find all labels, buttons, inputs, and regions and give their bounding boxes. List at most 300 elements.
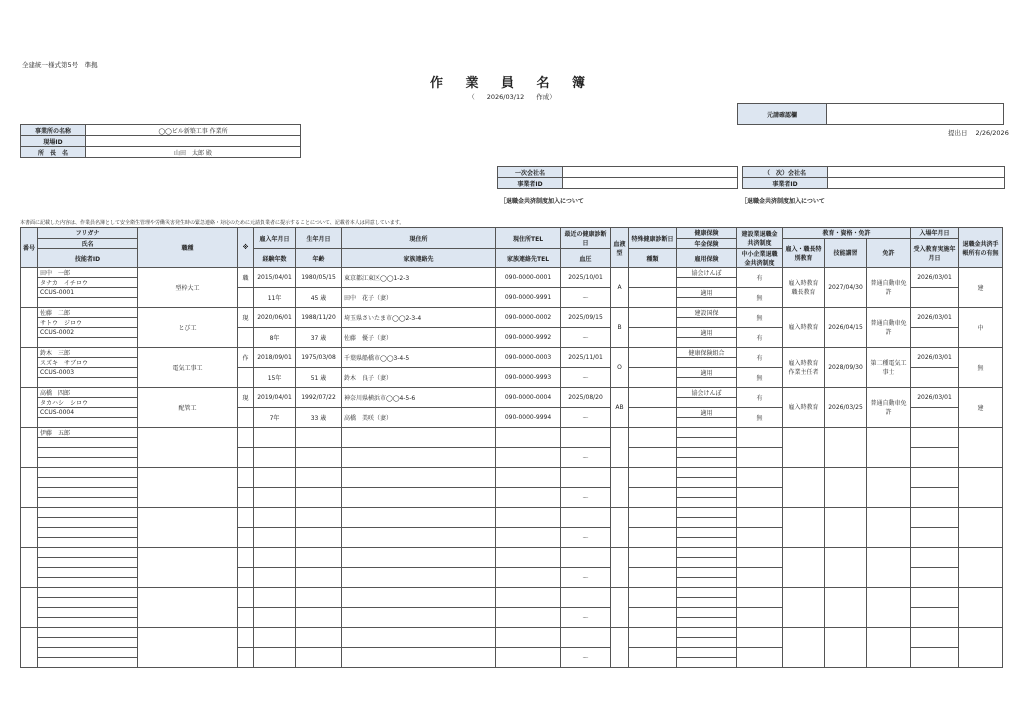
edu-hire-cell[interactable] xyxy=(783,468,825,508)
family-tel-cell[interactable] xyxy=(496,528,561,548)
extra-ins-cell[interactable] xyxy=(677,538,737,548)
name-kana-cell[interactable] xyxy=(38,558,138,568)
skill-cell[interactable] xyxy=(825,508,867,548)
tech-id-cell[interactable]: CCUS-0001 xyxy=(38,288,138,298)
address-cell[interactable] xyxy=(342,548,496,568)
name-kana-cell[interactable] xyxy=(38,518,138,528)
mark-cell[interactable] xyxy=(238,548,254,568)
job-cell[interactable] xyxy=(138,548,238,588)
employ-ins-cell[interactable]: 適用 xyxy=(677,288,737,298)
special-check-cell[interactable] xyxy=(629,308,677,328)
address-tel-cell[interactable] xyxy=(496,588,561,608)
birth-cell[interactable]: 1988/11/20 xyxy=(296,308,342,328)
edu-hire-cell[interactable] xyxy=(783,388,825,428)
blood-type-cell[interactable] xyxy=(611,548,629,588)
birth-cell[interactable]: 1975/03/08 xyxy=(296,348,342,368)
exp-years-cell[interactable] xyxy=(254,568,296,588)
license-cell[interactable]: 普通自動車免許 xyxy=(867,388,911,428)
family-tel-cell[interactable]: 090-0000-9992 xyxy=(496,328,561,348)
pension-cell[interactable] xyxy=(677,598,737,608)
extra-ins-cell[interactable] xyxy=(677,338,737,348)
entry-edu-cell[interactable] xyxy=(911,568,959,588)
pension-cell[interactable] xyxy=(677,558,737,568)
skill-cell[interactable]: 2027/04/30 xyxy=(825,268,867,308)
address-tel-cell[interactable] xyxy=(496,428,561,448)
pension-cell[interactable] xyxy=(677,638,737,648)
mark-cell[interactable]: 作 xyxy=(238,348,254,368)
extra-ins-cell[interactable] xyxy=(677,458,737,468)
blood-type-cell[interactable] xyxy=(611,428,629,468)
const-fund-cell[interactable]: 有 xyxy=(737,388,783,408)
const-fund-cell[interactable] xyxy=(737,588,783,608)
extra-name-cell[interactable] xyxy=(38,338,138,348)
pension-cell[interactable] xyxy=(677,318,737,328)
job-cell[interactable] xyxy=(138,628,238,668)
address-cell[interactable]: 埼玉県さいたま市◯◯2-3-4 xyxy=(342,308,496,328)
mark-cell[interactable] xyxy=(238,508,254,528)
hire-date-cell[interactable]: 2018/09/01 xyxy=(254,348,296,368)
extra-name-cell[interactable] xyxy=(38,458,138,468)
edu-hire-cell[interactable] xyxy=(783,628,825,668)
pension-cell[interactable] xyxy=(677,398,737,408)
mark-cell[interactable] xyxy=(238,588,254,608)
license-cell[interactable] xyxy=(867,628,911,668)
entry-date-cell[interactable] xyxy=(911,588,959,608)
age-cell[interactable]: 37 歳 xyxy=(296,328,342,348)
health-check-cell[interactable]: 2025/11/01 xyxy=(561,348,611,368)
tech-id-cell[interactable] xyxy=(38,648,138,658)
name-kana-cell[interactable] xyxy=(38,478,138,488)
age-cell[interactable]: 45 歳 xyxy=(296,288,342,308)
mark-cell-2[interactable] xyxy=(238,288,254,308)
address-tel-cell[interactable]: 090-0000-0004 xyxy=(496,388,561,408)
entry-edu-cell[interactable] xyxy=(911,448,959,468)
extra-name-cell[interactable] xyxy=(38,658,138,668)
edu-hire-cell[interactable] xyxy=(783,588,825,628)
sme-fund-cell[interactable]: 無 xyxy=(737,288,783,308)
health-check-cell[interactable] xyxy=(561,588,611,608)
family-cell[interactable] xyxy=(342,568,496,588)
const-fund-cell[interactable]: 無 xyxy=(737,308,783,328)
family-cell[interactable] xyxy=(342,528,496,548)
handbook-cell[interactable]: 中 xyxy=(959,308,1003,348)
health-check-cell[interactable] xyxy=(561,428,611,448)
entry-edu-cell[interactable] xyxy=(911,608,959,628)
health-ins-cell[interactable]: 健康保険組合 xyxy=(677,348,737,358)
license-cell[interactable]: 第二種電気工事士 xyxy=(867,348,911,388)
special-check-cell[interactable] xyxy=(629,428,677,448)
license-cell[interactable] xyxy=(867,588,911,628)
extra-name-cell[interactable] xyxy=(38,378,138,388)
blood-pressure-cell[interactable]: ～ xyxy=(561,608,611,628)
blood-type-cell[interactable] xyxy=(611,588,629,628)
blood-pressure-cell[interactable]: ～ xyxy=(561,488,611,508)
special-check-cell[interactable] xyxy=(629,588,677,608)
mark-cell-2[interactable] xyxy=(238,328,254,348)
exp-years-cell[interactable]: 11年 xyxy=(254,288,296,308)
special-kind-cell[interactable] xyxy=(629,528,677,548)
address-cell[interactable]: 千葉県船橋市◯◯3-4-5 xyxy=(342,348,496,368)
address-cell[interactable] xyxy=(342,468,496,488)
exp-years-cell[interactable] xyxy=(254,488,296,508)
employ-ins-cell[interactable] xyxy=(677,648,737,658)
hire-date-cell[interactable] xyxy=(254,508,296,528)
mark-cell[interactable]: 現 xyxy=(238,388,254,408)
entry-date-cell[interactable]: 2026/03/01 xyxy=(911,268,959,288)
hire-date-cell[interactable] xyxy=(254,428,296,448)
entry-date-cell[interactable] xyxy=(911,468,959,488)
health-ins-cell[interactable] xyxy=(677,508,737,518)
age-cell[interactable] xyxy=(296,488,342,508)
const-fund-cell[interactable] xyxy=(737,548,783,568)
handbook-cell[interactable]: 無 xyxy=(959,348,1003,388)
special-kind-cell[interactable] xyxy=(629,368,677,388)
furigana-cell[interactable]: 伊藤 五郎 xyxy=(38,428,138,438)
license-cell[interactable]: 普通自動車免許 xyxy=(867,268,911,308)
birth-cell[interactable] xyxy=(296,508,342,528)
const-fund-cell[interactable]: 有 xyxy=(737,268,783,288)
extra-name-cell[interactable] xyxy=(38,298,138,308)
skill-cell[interactable] xyxy=(825,428,867,468)
furigana-cell[interactable] xyxy=(38,508,138,518)
blood-pressure-cell[interactable]: ～ xyxy=(561,568,611,588)
birth-cell[interactable] xyxy=(296,548,342,568)
furigana-cell[interactable]: 田中 一郎 xyxy=(38,268,138,278)
edu-hire-cell[interactable] xyxy=(783,508,825,548)
address-tel-cell[interactable] xyxy=(496,468,561,488)
furigana-cell[interactable]: 鈴木 三郎 xyxy=(38,348,138,358)
address-cell[interactable]: 神奈川県横浜市◯◯4-5-6 xyxy=(342,388,496,408)
tech-id-cell[interactable]: CCUS-0003 xyxy=(38,368,138,378)
employ-ins-cell[interactable]: 適用 xyxy=(677,328,737,338)
license-cell[interactable] xyxy=(867,508,911,548)
tech-id-cell[interactable] xyxy=(38,568,138,578)
extra-ins-cell[interactable] xyxy=(677,578,737,588)
edu-hire-cell[interactable] xyxy=(783,268,825,308)
address-tel-cell[interactable]: 090-0000-0001 xyxy=(496,268,561,288)
tech-id-cell[interactable]: CCUS-0004 xyxy=(38,408,138,418)
age-cell[interactable] xyxy=(296,448,342,468)
pension-cell[interactable] xyxy=(677,438,737,448)
address-tel-cell[interactable] xyxy=(496,548,561,568)
furigana-cell[interactable]: 高橋 四郎 xyxy=(38,388,138,398)
name-kana-cell[interactable]: タナカ イチロウ xyxy=(38,278,138,288)
special-kind-cell[interactable] xyxy=(629,408,677,428)
employ-ins-cell[interactable] xyxy=(677,568,737,578)
const-fund-cell[interactable] xyxy=(737,508,783,528)
handbook-cell[interactable] xyxy=(959,508,1003,548)
const-fund-cell[interactable]: 有 xyxy=(737,348,783,368)
special-check-cell[interactable] xyxy=(629,348,677,368)
license-cell[interactable] xyxy=(867,548,911,588)
address-cell[interactable]: 東京都江東区◯◯1-2-3 xyxy=(342,268,496,288)
name-kana-cell[interactable]: タカハシ シロウ xyxy=(38,398,138,408)
skill-cell[interactable] xyxy=(825,588,867,628)
special-kind-cell[interactable] xyxy=(629,488,677,508)
blood-type-cell[interactable] xyxy=(611,628,629,668)
special-kind-cell[interactable] xyxy=(629,288,677,308)
job-cell[interactable]: 型枠大工 xyxy=(138,268,238,308)
special-check-cell[interactable] xyxy=(629,388,677,408)
pension-cell[interactable] xyxy=(677,518,737,528)
hire-date-cell[interactable]: 2019/04/01 xyxy=(254,388,296,408)
mark-cell-2[interactable] xyxy=(238,448,254,468)
mark-cell[interactable]: 職 xyxy=(238,268,254,288)
edu-hire-cell[interactable] xyxy=(783,548,825,588)
exp-years-cell[interactable]: 7年 xyxy=(254,408,296,428)
age-cell[interactable] xyxy=(296,608,342,628)
address-tel-cell[interactable] xyxy=(496,508,561,528)
sme-fund-cell[interactable] xyxy=(737,488,783,508)
extra-ins-cell[interactable] xyxy=(677,378,737,388)
sme-fund-cell[interactable] xyxy=(737,528,783,548)
skill-cell[interactable]: 2026/03/25 xyxy=(825,388,867,428)
special-kind-cell[interactable] xyxy=(629,608,677,628)
special-kind-cell[interactable] xyxy=(629,448,677,468)
special-check-cell[interactable] xyxy=(629,468,677,488)
exp-years-cell[interactable] xyxy=(254,648,296,668)
mark-cell[interactable] xyxy=(238,468,254,488)
blood-type-cell[interactable]: AB xyxy=(611,388,629,428)
age-cell[interactable] xyxy=(296,568,342,588)
entry-date-cell[interactable] xyxy=(911,428,959,448)
name-kana-cell[interactable]: スズキ サブロウ xyxy=(38,358,138,368)
edu-hire-cell[interactable] xyxy=(783,308,825,348)
sme-fund-cell[interactable]: 無 xyxy=(737,408,783,428)
address-tel-cell[interactable]: 090-0000-0003 xyxy=(496,348,561,368)
license-cell[interactable]: 普通自動車免許 xyxy=(867,308,911,348)
entry-date-cell[interactable]: 2026/03/01 xyxy=(911,348,959,368)
furigana-cell[interactable] xyxy=(38,468,138,478)
mark-cell-2[interactable] xyxy=(238,528,254,548)
extra-ins-cell[interactable] xyxy=(677,498,737,508)
family-cell[interactable]: 鈴木 良子（妻） xyxy=(342,368,496,388)
blood-type-cell[interactable]: B xyxy=(611,308,629,348)
health-ins-cell[interactable] xyxy=(677,428,737,438)
office-name-value[interactable]: ◯◯ビル新築工事 作業所 xyxy=(86,125,301,136)
special-check-cell[interactable] xyxy=(629,268,677,288)
job-cell[interactable] xyxy=(138,588,238,628)
blood-pressure-cell[interactable]: ～ xyxy=(561,528,611,548)
entry-date-cell[interactable]: 2026/03/01 xyxy=(911,388,959,408)
family-tel-cell[interactable] xyxy=(496,568,561,588)
sub-company-value[interactable] xyxy=(828,167,1005,178)
blood-pressure-cell[interactable]: ～ xyxy=(561,288,611,308)
blood-type-cell[interactable] xyxy=(611,468,629,508)
blood-pressure-cell[interactable]: ～ xyxy=(561,448,611,468)
exp-years-cell[interactable]: 8年 xyxy=(254,328,296,348)
license-cell[interactable] xyxy=(867,428,911,468)
health-ins-cell[interactable]: 建設国保 xyxy=(677,308,737,318)
employ-ins-cell[interactable] xyxy=(677,528,737,538)
family-tel-cell[interactable] xyxy=(496,608,561,628)
family-cell[interactable] xyxy=(342,608,496,628)
health-ins-cell[interactable]: 協会けんぽ xyxy=(677,388,737,398)
blood-type-cell[interactable] xyxy=(611,508,629,548)
entry-edu-cell[interactable] xyxy=(911,648,959,668)
const-fund-cell[interactable] xyxy=(737,428,783,448)
family-tel-cell[interactable]: 090-0000-9993 xyxy=(496,368,561,388)
entry-date-cell[interactable] xyxy=(911,628,959,648)
pension-cell[interactable] xyxy=(677,278,737,288)
blood-pressure-cell[interactable]: ～ xyxy=(561,328,611,348)
edu-hire-cell[interactable] xyxy=(783,428,825,468)
family-cell[interactable] xyxy=(342,448,496,468)
site-id-value[interactable] xyxy=(86,136,301,147)
health-ins-cell[interactable] xyxy=(677,588,737,598)
health-check-cell[interactable]: 2025/08/20 xyxy=(561,388,611,408)
name-kana-cell[interactable] xyxy=(38,638,138,648)
extra-name-cell[interactable] xyxy=(38,538,138,548)
employ-ins-cell[interactable] xyxy=(677,608,737,618)
health-ins-cell[interactable] xyxy=(677,468,737,478)
blood-type-cell[interactable]: O xyxy=(611,348,629,388)
health-check-cell[interactable] xyxy=(561,628,611,648)
mark-cell[interactable]: 現 xyxy=(238,308,254,328)
special-kind-cell[interactable] xyxy=(629,568,677,588)
license-cell[interactable] xyxy=(867,468,911,508)
address-cell[interactable] xyxy=(342,428,496,448)
tech-id-cell[interactable] xyxy=(38,528,138,538)
exp-years-cell[interactable] xyxy=(254,448,296,468)
sub-id-value[interactable] xyxy=(828,178,1005,189)
health-check-cell[interactable]: 2025/10/01 xyxy=(561,268,611,288)
mark-cell[interactable] xyxy=(238,628,254,648)
extra-name-cell[interactable] xyxy=(38,618,138,628)
entry-date-cell[interactable]: 2026/03/01 xyxy=(911,308,959,328)
first-id-value[interactable] xyxy=(563,178,738,189)
entry-edu-cell[interactable] xyxy=(911,368,959,388)
employ-ins-cell[interactable]: 適用 xyxy=(677,368,737,378)
skill-cell[interactable] xyxy=(825,548,867,588)
handbook-cell[interactable] xyxy=(959,628,1003,668)
age-cell[interactable] xyxy=(296,648,342,668)
birth-cell[interactable] xyxy=(296,588,342,608)
family-tel-cell[interactable]: 090-0000-9994 xyxy=(496,408,561,428)
family-cell[interactable] xyxy=(342,488,496,508)
sme-fund-cell[interactable] xyxy=(737,568,783,588)
address-cell[interactable] xyxy=(342,588,496,608)
extra-ins-cell[interactable] xyxy=(677,418,737,428)
mark-cell-2[interactable] xyxy=(238,608,254,628)
job-cell[interactable] xyxy=(138,468,238,508)
family-cell[interactable] xyxy=(342,648,496,668)
family-tel-cell[interactable]: 090-0000-9991 xyxy=(496,288,561,308)
sme-fund-cell[interactable]: 有 xyxy=(737,328,783,348)
entry-edu-cell[interactable] xyxy=(911,328,959,348)
family-cell[interactable]: 田中 花子（妻） xyxy=(342,288,496,308)
pension-cell[interactable] xyxy=(677,478,737,488)
handbook-cell[interactable] xyxy=(959,588,1003,628)
age-cell[interactable]: 51 歳 xyxy=(296,368,342,388)
employ-ins-cell[interactable] xyxy=(677,488,737,498)
handbook-cell[interactable] xyxy=(959,428,1003,468)
tech-id-cell[interactable]: CCUS-0002 xyxy=(38,328,138,338)
mark-cell-2[interactable] xyxy=(238,648,254,668)
sme-fund-cell[interactable] xyxy=(737,608,783,628)
employ-ins-cell[interactable]: 適用 xyxy=(677,408,737,418)
hire-date-cell[interactable] xyxy=(254,628,296,648)
tech-id-cell[interactable] xyxy=(38,608,138,618)
const-fund-cell[interactable] xyxy=(737,468,783,488)
manager-value[interactable]: 山田 太郎 殿 xyxy=(86,147,301,158)
health-check-cell[interactable] xyxy=(561,468,611,488)
birth-cell[interactable]: 1992/07/22 xyxy=(296,388,342,408)
special-check-cell[interactable] xyxy=(629,628,677,648)
handbook-cell[interactable] xyxy=(959,548,1003,588)
address-cell[interactable] xyxy=(342,508,496,528)
tech-id-cell[interactable] xyxy=(38,448,138,458)
extra-name-cell[interactable] xyxy=(38,578,138,588)
handbook-cell[interactable] xyxy=(959,468,1003,508)
exp-years-cell[interactable] xyxy=(254,528,296,548)
furigana-cell[interactable] xyxy=(38,588,138,598)
hire-date-cell[interactable]: 2020/06/01 xyxy=(254,308,296,328)
family-cell[interactable]: 佐藤 優子（妻） xyxy=(342,328,496,348)
job-cell[interactable] xyxy=(138,508,238,548)
birth-cell[interactable] xyxy=(296,428,342,448)
blood-pressure-cell[interactable]: ～ xyxy=(561,648,611,668)
name-kana-cell[interactable] xyxy=(38,438,138,448)
entry-edu-cell[interactable] xyxy=(911,488,959,508)
birth-cell[interactable]: 1980/05/15 xyxy=(296,268,342,288)
extra-name-cell[interactable] xyxy=(38,498,138,508)
furigana-cell[interactable] xyxy=(38,628,138,638)
hire-date-cell[interactable] xyxy=(254,548,296,568)
furigana-cell[interactable] xyxy=(38,548,138,558)
mark-cell-2[interactable] xyxy=(238,568,254,588)
special-check-cell[interactable] xyxy=(629,548,677,568)
entry-edu-cell[interactable] xyxy=(911,408,959,428)
mark-cell-2[interactable] xyxy=(238,488,254,508)
hire-date-cell[interactable] xyxy=(254,588,296,608)
blood-pressure-cell[interactable]: ～ xyxy=(561,408,611,428)
special-kind-cell[interactable] xyxy=(629,648,677,668)
furigana-cell[interactable]: 佐藤 二郎 xyxy=(38,308,138,318)
special-check-cell[interactable] xyxy=(629,508,677,528)
health-ins-cell[interactable]: 協会けんぽ xyxy=(677,268,737,278)
family-tel-cell[interactable] xyxy=(496,648,561,668)
blood-pressure-cell[interactable]: ～ xyxy=(561,368,611,388)
handbook-cell[interactable]: 建 xyxy=(959,268,1003,308)
exp-years-cell[interactable]: 15年 xyxy=(254,368,296,388)
sme-fund-cell[interactable] xyxy=(737,448,783,468)
extra-ins-cell[interactable] xyxy=(677,618,737,628)
edu-hire-cell[interactable] xyxy=(783,348,825,388)
entry-date-cell[interactable] xyxy=(911,508,959,528)
age-cell[interactable]: 33 歳 xyxy=(296,408,342,428)
first-company-value[interactable] xyxy=(563,167,738,178)
birth-cell[interactable] xyxy=(296,628,342,648)
job-cell[interactable]: 配管工 xyxy=(138,388,238,428)
family-tel-cell[interactable] xyxy=(496,448,561,468)
const-fund-cell[interactable] xyxy=(737,628,783,648)
age-cell[interactable] xyxy=(296,528,342,548)
health-check-cell[interactable] xyxy=(561,508,611,528)
mark-cell[interactable] xyxy=(238,428,254,448)
health-ins-cell[interactable] xyxy=(677,548,737,558)
blood-type-cell[interactable]: A xyxy=(611,268,629,308)
skill-cell[interactable]: 2028/09/30 xyxy=(825,348,867,388)
extra-ins-cell[interactable] xyxy=(677,298,737,308)
extra-ins-cell[interactable] xyxy=(677,658,737,668)
skill-cell[interactable] xyxy=(825,628,867,668)
skill-cell[interactable]: 2026/04/15 xyxy=(825,308,867,348)
name-kana-cell[interactable] xyxy=(38,598,138,608)
handbook-cell[interactable]: 建 xyxy=(959,388,1003,428)
special-kind-cell[interactable] xyxy=(629,328,677,348)
skill-cell[interactable] xyxy=(825,468,867,508)
